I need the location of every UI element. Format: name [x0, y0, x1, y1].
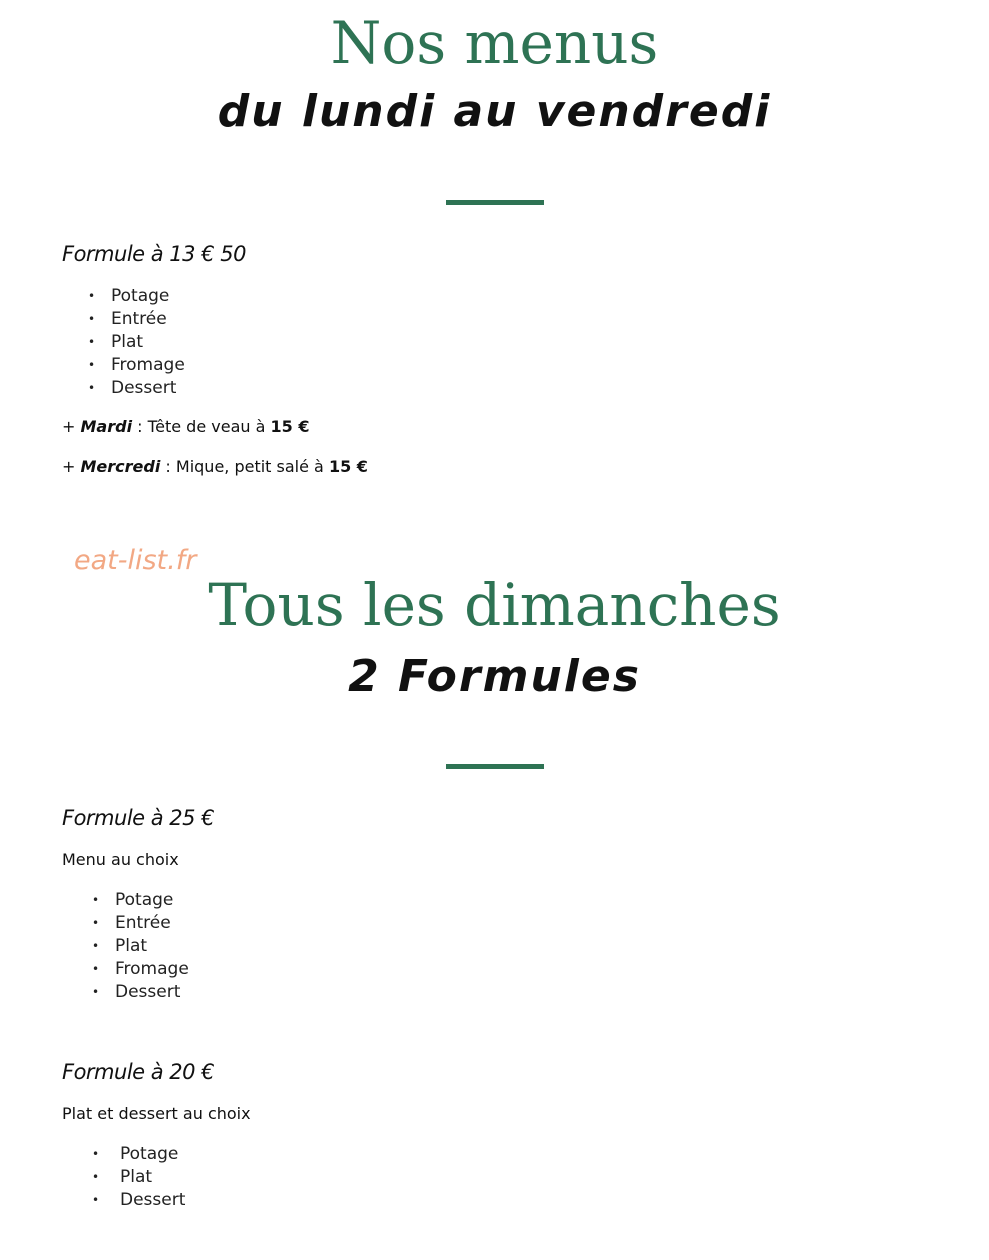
list-item: • Dessert: [92, 1190, 186, 1210]
bullet-icon: •: [88, 358, 96, 372]
bullet-icon: •: [88, 381, 96, 395]
list-item: • Plat: [92, 936, 148, 956]
list-item: • Potage: [92, 1144, 179, 1164]
formula-item-list: [88, 285, 185, 400]
bullet-icon: •: [92, 893, 100, 907]
extra-price: 15 €: [328, 457, 368, 476]
formula-heading: Formule à 20 €: [62, 1060, 215, 1084]
section-title-sunday: Tous les dimanches: [208, 571, 781, 639]
formula-heading: Formule à 13 € 50: [62, 242, 246, 266]
bullet-icon: •: [92, 1147, 100, 1161]
section-title-weekday: Nos menus: [330, 9, 659, 77]
bullet-icon: •: [92, 1193, 100, 1207]
section-divider: [446, 764, 544, 769]
bullet-icon: •: [92, 1170, 100, 1184]
list-item: • Plat: [88, 332, 144, 352]
list-item: • Entrée: [92, 913, 171, 933]
list-item: • Dessert: [88, 378, 177, 398]
list-item: • Potage: [92, 890, 174, 910]
formula-item-list: [92, 1143, 186, 1212]
extra-day: Mercredi: [80, 457, 161, 476]
list-item: • Fromage: [88, 355, 185, 375]
section-divider: [446, 200, 544, 205]
extra-offer-tuesday: + Mardi : Tête de veau à 15 €: [62, 417, 310, 436]
list-item: • Plat: [92, 1167, 153, 1187]
bullet-icon: •: [88, 335, 96, 349]
extra-offer-wednesday: + Mercredi : Mique, petit salé à 15 €: [62, 457, 368, 476]
bullet-icon: •: [92, 916, 100, 930]
watermark-text: eat-list.fr: [74, 545, 197, 576]
formula-heading: Formule à 25 €: [62, 806, 215, 830]
list-item: • Fromage: [92, 959, 189, 979]
formula-item-list: [92, 889, 189, 1004]
formula-label: Menu au choix: [62, 850, 179, 869]
bullet-icon: •: [92, 985, 100, 999]
section-subtitle-sunday: 2 Formules: [348, 651, 641, 702]
extra-day: Mardi: [80, 417, 133, 436]
list-item: • Dessert: [92, 982, 181, 1002]
bullet-icon: •: [92, 962, 100, 976]
bullet-icon: •: [88, 312, 96, 326]
bullet-icon: •: [88, 289, 96, 303]
extra-price: 15 €: [270, 417, 310, 436]
formula-label: Plat et dessert au choix: [62, 1104, 251, 1123]
list-item: • Entrée: [88, 309, 167, 329]
section-subtitle-weekday: du lundi au vendredi: [217, 86, 772, 137]
list-item: • Potage: [88, 286, 170, 306]
bullet-icon: •: [92, 939, 100, 953]
